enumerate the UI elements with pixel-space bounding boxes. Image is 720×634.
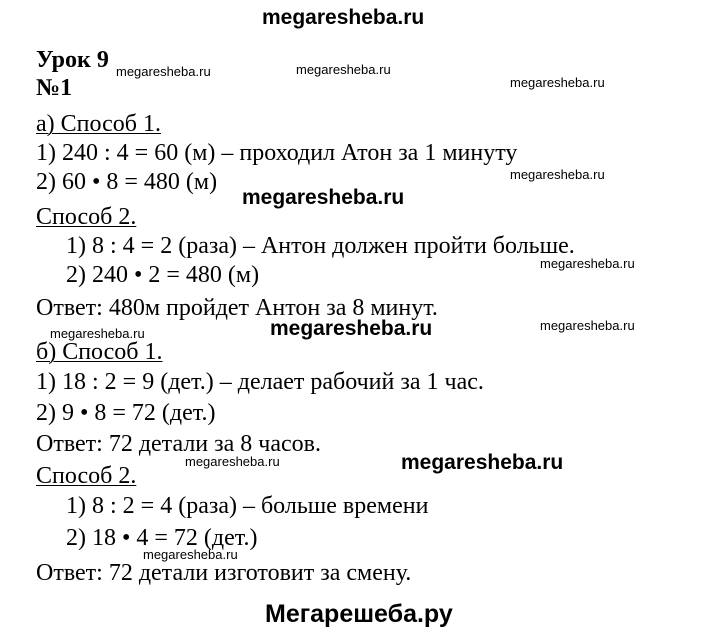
- part-a-method1-line2: 2) 60 • 8 = 480 (м): [36, 169, 218, 195]
- part-a-method2-line2: 2) 240 • 2 = 480 (м): [66, 262, 260, 288]
- watermark-small: megaresheba.ru: [143, 547, 238, 562]
- watermark-small: megaresheba.ru: [116, 64, 211, 79]
- part-b-answer2: Ответ: 72 детали изготовит за смену.: [36, 560, 412, 586]
- watermark-small: megaresheba.ru: [185, 454, 280, 469]
- part-b-method1-line2: 2) 9 • 8 = 72 (дет.): [36, 400, 216, 426]
- part-b-method1-line1: 1) 18 : 2 = 9 (дет.) – делает рабочий за 1 час.: [36, 369, 484, 395]
- watermark-small: megaresheba.ru: [510, 167, 605, 182]
- part-a-method2-line1: 1) 8 : 4 = 2 (раза) – Антон должен пройти больше.: [66, 233, 575, 259]
- part-a-answer: Ответ: 480м пройдет Антон за 8 минут.: [36, 295, 438, 321]
- footer-brand: Мегарешеба.ру: [265, 600, 453, 628]
- part-b-method2-line2: 2) 18 • 4 = 72 (дет.): [66, 525, 258, 551]
- watermark-big: megaresheba.ru: [401, 451, 564, 474]
- watermark-small: megaresheba.ru: [540, 256, 635, 271]
- part-b-answer1: Ответ: 72 детали за 8 часов.: [36, 431, 321, 457]
- watermark-small: megaresheba.ru: [296, 62, 391, 77]
- part-b-method1-title: б) Способ 1.: [36, 339, 163, 365]
- part-a-method1-line1: 1) 240 : 4 = 60 (м) – проходил Атон за 1 минуту: [36, 140, 518, 166]
- part-a-method1-title: а) Способ 1.: [36, 111, 161, 137]
- part-b-method2-line1: 1) 8 : 2 = 4 (раза) – больше времени: [66, 493, 429, 519]
- watermark-small: megaresheba.ru: [540, 318, 635, 333]
- watermark-big: megaresheba.ru: [242, 186, 405, 209]
- watermark-small: megaresheba.ru: [510, 75, 605, 90]
- watermark-small: megaresheba.ru: [50, 326, 145, 341]
- task-number: №1: [36, 75, 73, 101]
- part-b-method2-title: Способ 2.: [36, 463, 137, 489]
- header-watermark: megaresheba.ru: [262, 6, 425, 29]
- part-a-method2-title: Способ 2.: [36, 204, 137, 230]
- lesson-title: Урок 9: [36, 47, 109, 73]
- watermark-big: megaresheba.ru: [270, 317, 433, 340]
